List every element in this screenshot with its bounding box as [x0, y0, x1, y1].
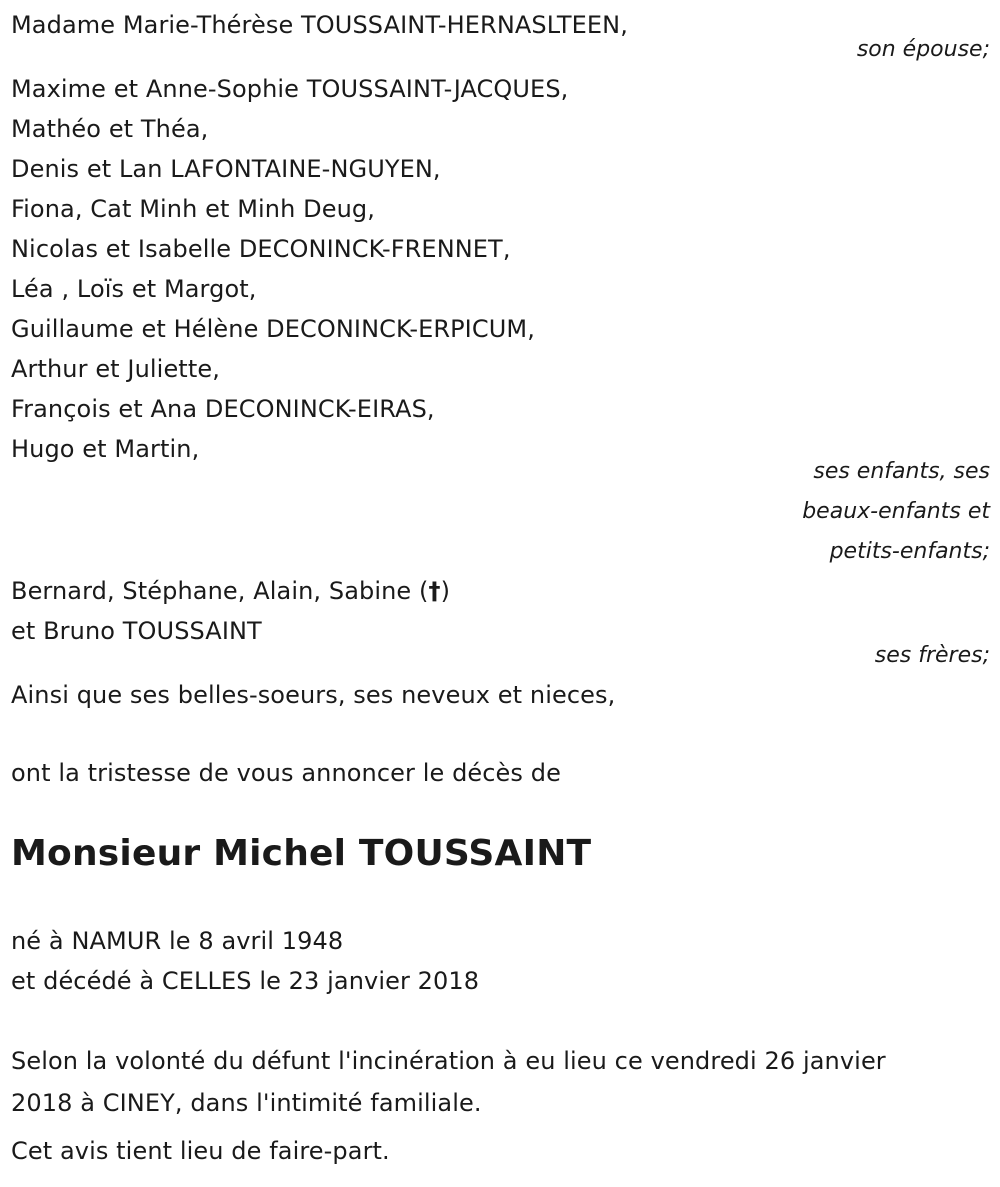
children-line: Guillaume et Hélène DECONINCK-ERPICUM,	[11, 315, 535, 343]
children-role: ses enfants, ses	[813, 459, 990, 484]
children-line: Hugo et Martin,	[11, 435, 200, 463]
siblings-role: ses frères;	[874, 643, 990, 668]
children-line: Nicolas et Isabelle DECONINCK-FRENNET,	[11, 235, 511, 263]
children-line: Maxime et Anne-Sophie TOUSSAINT-JACQUES,	[11, 75, 569, 103]
cross-icon: †	[428, 577, 441, 605]
children-line: Mathéo et Théa,	[11, 115, 209, 143]
children-line: Denis et Lan LAFONTAINE-NGUYEN,	[11, 155, 441, 183]
children-role: petits-enfants;	[829, 539, 990, 564]
death-line: et décédé à CELLES le 23 janvier 2018	[11, 967, 480, 995]
spouse-name: Madame Marie-Thérèse TOUSSAINT-HERNASLTEEN,	[11, 11, 628, 39]
children-line: Arthur et Juliette,	[11, 355, 220, 383]
children-line: François et Ana DECONINCK-EIRAS,	[11, 395, 435, 423]
siblings-names: Bernard, Stéphane, Alain, Sabine (	[11, 577, 429, 605]
siblings-line: et Bruno TOUSSAINT	[11, 617, 262, 645]
in-laws-line: Ainsi que ses belles-soeurs, ses neveux et nieces,	[11, 681, 616, 709]
announcement-line: ont la tristesse de vous annoncer le décès de	[11, 759, 561, 787]
ceremony-line: 2018 à CINEY, dans l'intimité familiale.	[11, 1089, 482, 1117]
siblings-close-paren: )	[440, 577, 451, 605]
closing-line: Cet avis tient lieu de faire-part.	[11, 1137, 390, 1165]
children-line: Léa , Loïs et Margot,	[11, 275, 257, 303]
deceased-name: Monsieur Michel TOUSSAINT	[11, 833, 592, 874]
children-role: beaux-enfants et	[802, 499, 990, 524]
spouse-role: son épouse;	[856, 37, 990, 62]
children-line: Fiona, Cat Minh et Minh Deug,	[11, 195, 375, 223]
ceremony-line: Selon la volonté du défunt l'incinération à eu lieu ce vendredi 26 janvier	[11, 1047, 886, 1075]
birth-line: né à NAMUR le 8 avril 1948	[11, 927, 344, 955]
siblings-line	[11, 576, 450, 606]
